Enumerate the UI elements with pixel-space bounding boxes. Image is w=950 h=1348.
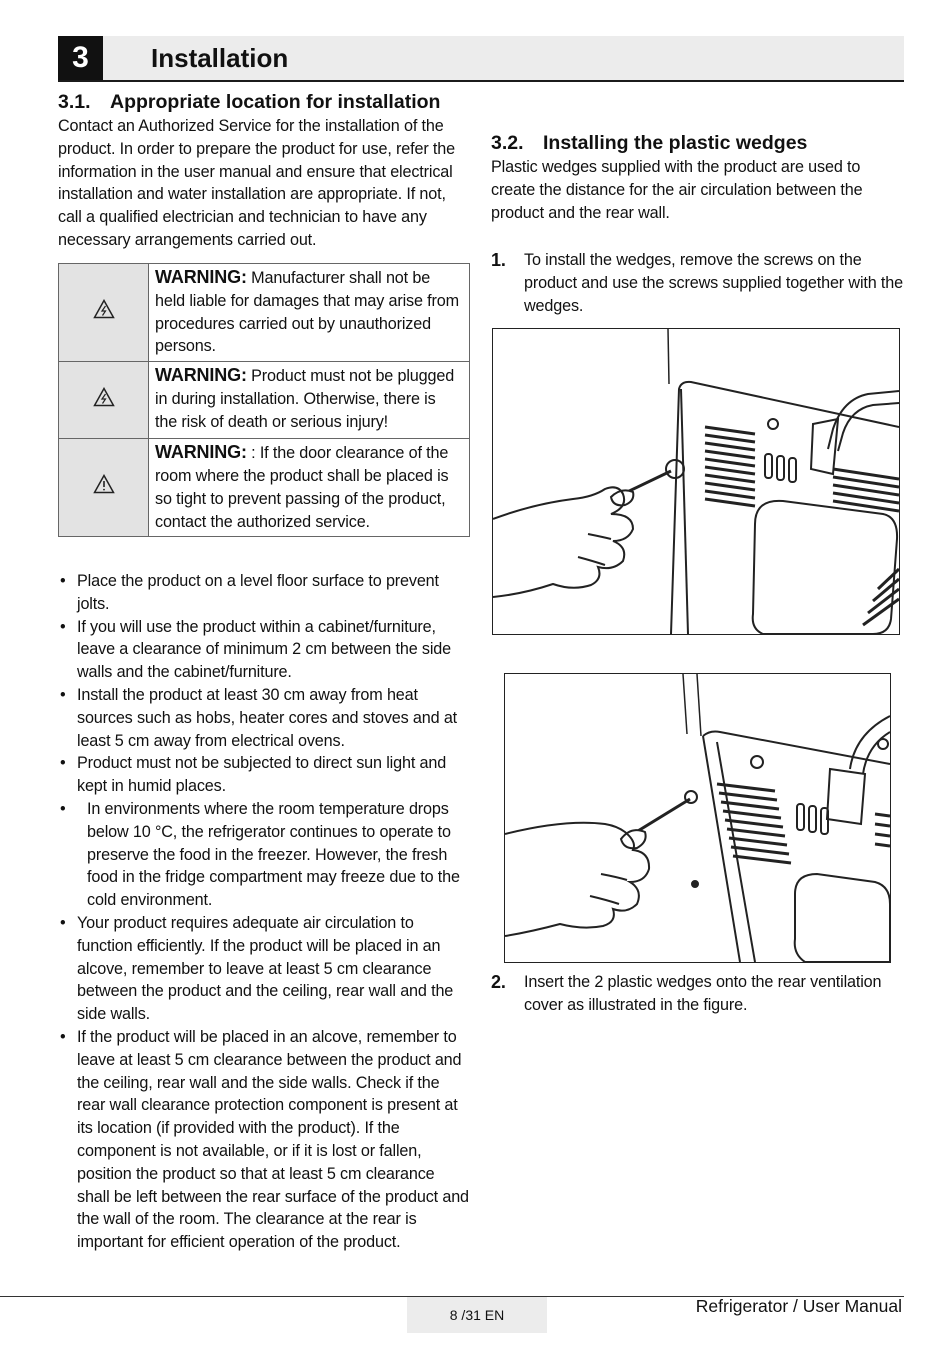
warning-row — [59, 362, 470, 439]
list-item — [58, 912, 470, 1026]
electric-warning-icon — [93, 299, 115, 319]
list-item-text: Product must not be subjected to direct sun light and kept in humid places. — [77, 754, 447, 796]
section-number: 3.1. — [58, 91, 91, 113]
warning-label: WARNING: — [155, 442, 247, 463]
warning-row — [59, 264, 470, 362]
list-item-text: In environments where the room temperature drops below 10 °C, the refrigerator continues to operate to preserve the food in the freezer. However, the fresh food in the fridge compartment may freeze due to the cold environment. — [87, 799, 460, 910]
figure-insert-screw — [504, 673, 891, 963]
electric-warning-icon — [93, 387, 115, 407]
step-number: 2. — [491, 972, 506, 992]
bullet-icon: • — [60, 754, 66, 773]
step-text: Insert the 2 plastic wedges onto the rear ventilation cover as illustrated in the figure. — [524, 973, 882, 1014]
list-item-text: Install the product at least 30 cm away from heat sources such as hobs, heater cores and stoves and at least 5 cm away from electrical ovens. — [77, 685, 458, 750]
list-item-text: If the product will be placed in an alcove, remember to leave at least 5 cm clearance between the product and the ceiling, rear wall and the side walls. Check if the rear wall clearance protection component is present at its location (if provided with the product). If the component is not available, or if it is lost or fallen, position the product so that at least 5 cm clearance shall be left between the rear surface of the product and the wall of the room. The clearance at the rear is important for efficient operation of the product. — [77, 1027, 469, 1252]
step-text: To install the wedges, remove the screws on the product and use the screws supplied together with the wedges. — [524, 251, 903, 315]
section-title: Installing the plastic wedges — [543, 132, 808, 154]
warning-table — [58, 263, 470, 537]
list-item-text: If you will use the product within a cabinet/furniture, leave a clearance of minimum 2 cm between the side walls and the cabinet/furniture. — [77, 617, 451, 682]
warning-label: WARNING: — [155, 267, 247, 287]
section-3-1-intro: Contact an Authorized Service for the installation of the product. In order to prepare the product for use, refer the information in the user manual and ensure that electrical installation and water installation are appropriate. If not, call a qualified electrician and technician to have any necessary arrangements carried out. — [58, 117, 455, 249]
bullet-icon: • — [60, 1027, 66, 1046]
manual-title: Refrigerator / User Manual — [695, 1296, 902, 1316]
bullet-icon: • — [60, 572, 66, 590]
warning-message: Product must not be plugged in during installation. Otherwise, there is the risk of death or serious injury! — [155, 367, 455, 431]
warning-icon-cell — [59, 264, 149, 362]
step-item — [491, 249, 903, 317]
chapter-title: Installation — [151, 43, 289, 73]
list-item — [58, 684, 470, 752]
step-list — [491, 249, 903, 317]
list-item — [58, 798, 470, 912]
list-item — [58, 752, 470, 798]
step-number: 1. — [491, 250, 506, 270]
chapter-header — [58, 36, 904, 82]
installation-bullet-list — [58, 570, 470, 1254]
warning-icon-cell — [59, 362, 149, 439]
section-title: Appropriate location for installation — [110, 91, 441, 113]
warning-label: WARNING: — [155, 365, 247, 386]
warning-message: Manufacturer shall not be held liable for damages that may arise from procedures carried out by unauthorized persons. — [155, 269, 459, 356]
list-item-text: Place the product on a level floor surface to prevent jolts. — [77, 572, 439, 613]
warning-message: : If the door clearance of the room where the product shall be placed is so tight to prevent passing of the product, contact the authorized service. — [155, 444, 449, 531]
caution-warning-icon — [93, 474, 115, 494]
figure-remove-screws — [492, 328, 900, 635]
chapter-number: 3 — [58, 36, 103, 80]
warning-text — [149, 362, 470, 439]
warning-text — [149, 264, 470, 362]
warning-text — [149, 439, 470, 537]
bullet-icon: • — [60, 617, 66, 636]
section-number: 3.2. — [491, 132, 524, 154]
list-item — [58, 570, 470, 616]
page-number: 8 /31 EN — [407, 1297, 547, 1333]
step-item — [491, 971, 903, 1017]
bullet-icon: • — [60, 913, 66, 932]
bullet-icon: • — [60, 685, 66, 704]
warning-row — [59, 439, 470, 537]
step-list — [491, 971, 903, 1017]
section-heading-3-1 — [58, 90, 478, 114]
list-item — [58, 1026, 470, 1254]
section-heading-3-2 — [491, 131, 911, 155]
bullet-icon: • — [60, 799, 66, 818]
section-3-2-intro: Plastic wedges supplied with the product are used to create the distance for the air circulation between the product and the rear wall. — [491, 158, 863, 222]
warning-icon-cell — [59, 439, 149, 537]
screwdriver-back-panel-illustration — [493, 329, 899, 634]
list-item — [58, 616, 470, 684]
list-item-text: Your product requires adequate air circulation to function efficiently. If the product will be placed in an alcove, remember to leave at least 5 cm clearance between the product and the ceiling, rear wall and the side walls. — [77, 913, 454, 1024]
screwdriver-rear-cover-illustration — [505, 674, 890, 962]
